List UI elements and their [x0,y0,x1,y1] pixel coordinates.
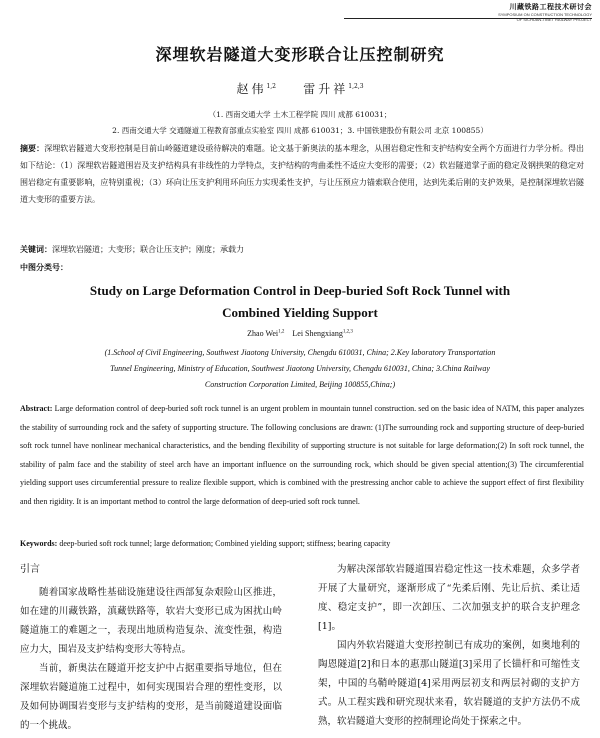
affiliation-en-line: Tunnel Engineering, Ministry of Education, Southwest Jiaotong University, Chengdu 610031, China; 3.China Railway [110,364,490,373]
journal-name-en-2: OF SICHUAN-TIBET RAILWAY PROJECT [516,17,592,22]
title-en [0,280,600,324]
keywords-cn-label: 关键词： [20,244,52,254]
keywords-en-text: deep-buried soft rock tunnel; large deformation; Combined yielding support; stiffness; bearing capacity [59,539,391,548]
title-cn: 深埋软岩隧道大变形联合让压控制研究 [155,45,445,64]
body-column-left [20,560,282,735]
author-en-name: Lei Shengxiang [292,329,343,338]
affiliation-cn-1: （1. 西南交通大学 土木工程学院 四川 成都 610031； [208,110,392,119]
author-cn-sup: 1,2 [266,83,276,90]
authors-cn [0,80,600,97]
affiliation-cn-2: 2. 西南交通大学 交通隧道工程教育部重点实验室 四川 成都 610031；3. 中国铁建股份有限公司 北京 100855） [112,126,488,135]
abstract-en [20,400,584,511]
author-en-sup: 1,2,3 [342,329,353,335]
author-en-name: Zhao Wei [247,329,279,338]
body-paragraph: 国内外软岩隧道大变形控制已有成功的案例，如奥地利的陶恩隧道[2]和日本的惠那山隧道[3]采用了长锚杆和可缩性支架，中国的乌鞘岭隧道[4]采用两层初支和两层衬砌的支护方式。从工程实践和研究现状来看，软岩隧道的支护方法仍不成熟，软岩隧道大变形的控制理论尚处于探索之中。 [318,640,580,727]
affiliation-en-line: Construction Corporation Limited, Beijing 100855,China;) [204,380,396,389]
abstract-cn [20,140,584,208]
section-heading-introduction: 引言 [20,564,40,575]
abstract-cn-label: 摘要： [20,143,45,153]
author-cn-sup: 1,2,3 [348,83,364,90]
abstract-en-label: Abstract: [20,404,53,413]
title-en-line: Combined Yielding Support [222,305,378,320]
author-cn-name: 雷升祥 [303,82,349,96]
affiliation-en-line: (1.School of Civil Engineering, Southwest Jiaotong University, Chengdu 610031, China; 2.Key laboratory Transportation [104,348,496,357]
body-column-right [318,560,580,731]
journal-header [332,2,592,22]
keywords-cn-text: 深埋软岩隧道；大变形；联合让压支护；刚度；承载力 [52,245,244,254]
author-en-sup: 1,2 [278,329,285,335]
header-rule [344,18,592,19]
title-en-line: Study on Large Deformation Control in Deep-buried Soft Rock Tunnel with [89,283,511,298]
affiliations-en [50,345,550,393]
keywords-cn [20,244,244,255]
journal-name-cn: 川藏铁路工程技术研讨会 [509,4,592,11]
clc-number-cn: 中图分类号： [20,262,68,272]
abstract-cn-text: 深埋软岩隧道大变形控制是目前山岭隧道建设亟待解决的难题。论文基于新奥法的基本理念，从围岩稳定性和支护结构安全两个方面进行力学分析。得出如下结论：（1）深埋软岩隧道围岩及支护结构具有非线性的力学特点，支护结构的弯曲柔性不适应大变形的需要；（2）软岩隧道掌子面的稳定及钢拱架的稳定对围岩稳定有重要影响，应特别重视；（3）环向让压支护利用环向压力实现柔性支护，与让压预应力锚索联合使用，达到先柔后刚的支护效果，是控制深埋软岩隧道大变形的重要方法。 [20,144,585,204]
keywords-en-label: Keywords: [20,539,58,548]
body-paragraph: 随着国家战略性基础设施建设往西部复杂艰险山区推进，如在建的川藏铁路，滇藏铁路等，软岩大变形已成为困扰山岭隧道施工的难题之一，表现出地质构造复杂、流变性强，构造应力大，围岩及支护结构变形大等特点。 [20,587,282,655]
keywords-en [20,539,390,548]
abstract-en-text: Large deformation control of deep-buried soft rock tunnel is an urgent problem in mountain tunnel construction. sed on the basic idea of NATM, this paper analyzes the stability of surrounding rock and the safety of supporting structure. The following conclusions are drawn: (1)The surrounding rock and supporting structure of deep-buried soft rock tunnel have nonlinear mechanical characteristics, and the bending flexibility of supporting structure is not suitable for large deformation;(2) In soft rock tunnel, the stability of palm face and the stability of steel arch have an important influence on the surrounding rock, which should be given special attention;(3) The circumferential yielding support uses circumferential pressure to realize flexible support, which is combined with the prestressing anchor cable to achieve the support effect of first flexibility and then rigidity. It is an important method to control the large deformation of deep-uried soft rock tunnel. [20,404,585,506]
body-paragraph: 为解决深部软岩隧道围岩稳定性这一技术难题，众多学者开展了大量研究，逐渐形成了“先柔后刚、先让后抗、柔让适度、稳定支护”，即一次卸压、二次加强支护的联合支护理念[1]。 [318,564,580,632]
author-cn-name: 赵伟 [236,82,267,96]
body-paragraph: 当前，新奥法在隧道开挖支护中占据重要指导地位，但在深埋软岩隧道施工过程中，如何实现围岩合理的塑性变形，以及如何协调围岩变形与支护结构的变形，是当前隧道建设面临的一个挑战。 [20,663,282,731]
authors-en [0,329,600,338]
journal-name-en-1: SYMPOSIUM ON CONSTRUCTION TECHNOLOGY [498,12,592,17]
